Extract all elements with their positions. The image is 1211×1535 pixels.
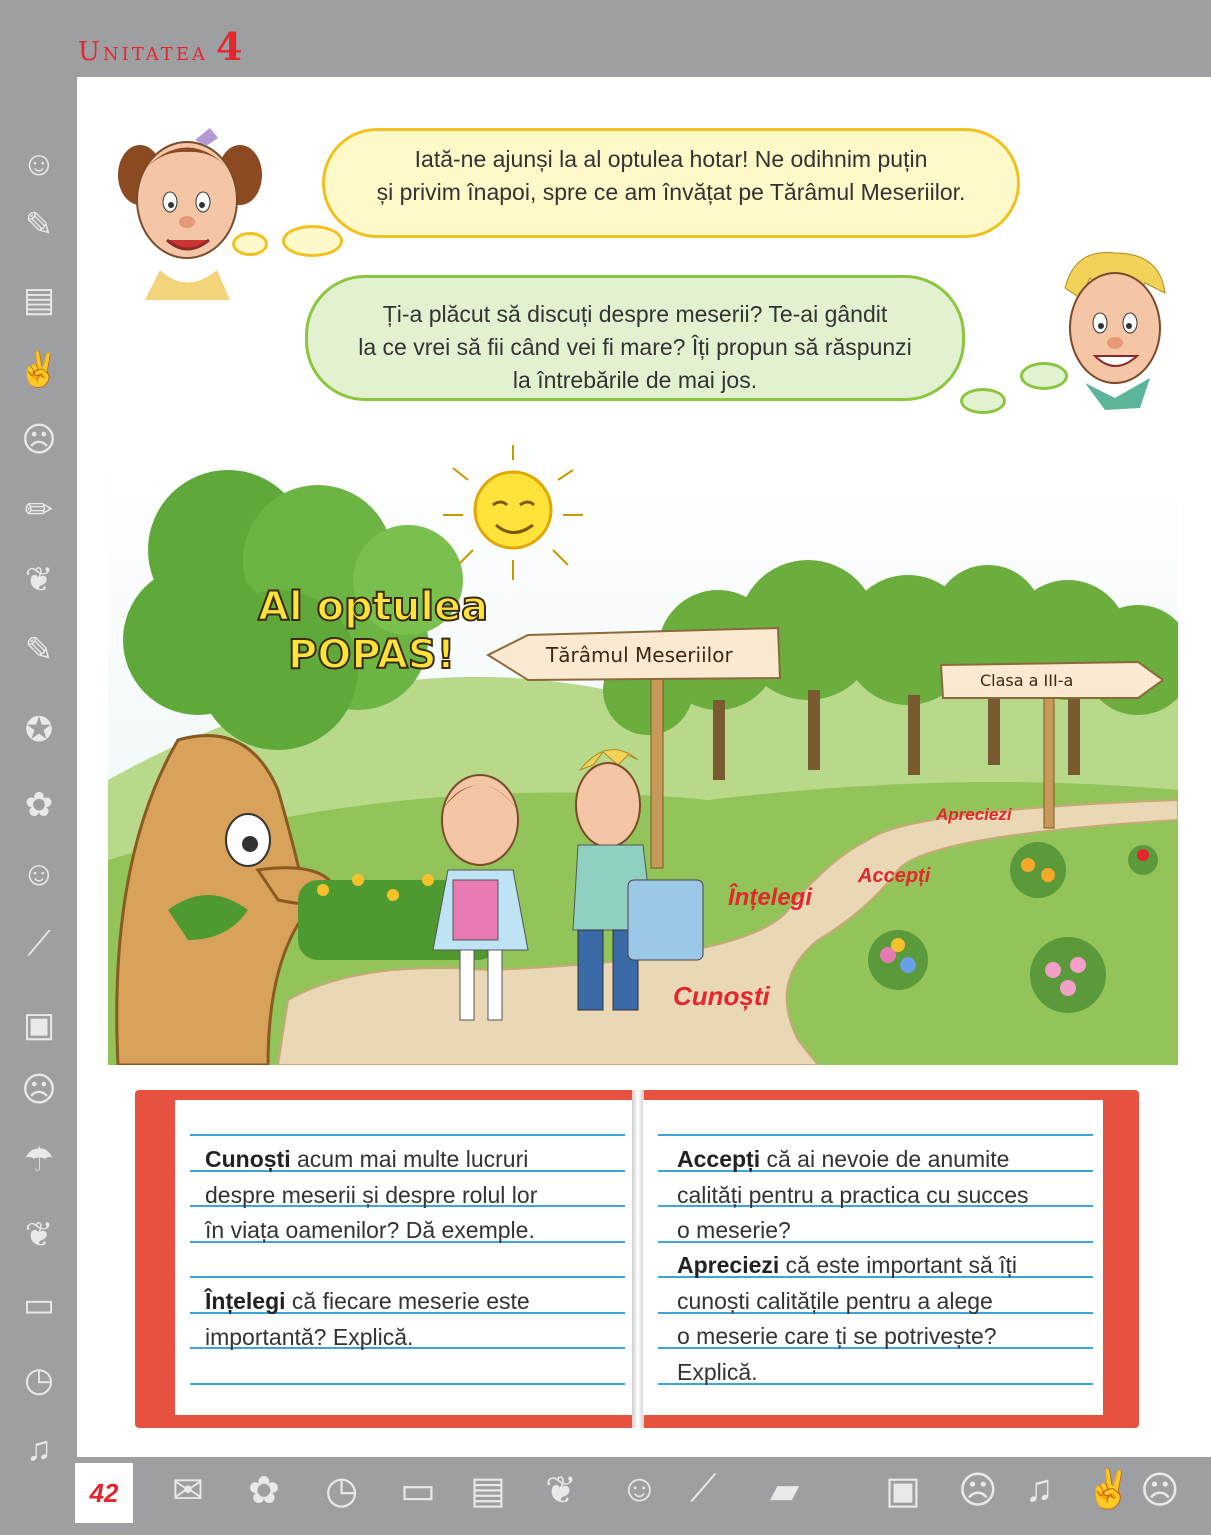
- girl-character: [105, 120, 265, 300]
- sign-right-label: Clasa a III-a: [980, 671, 1074, 690]
- book-right-page: [643, 1100, 1103, 1415]
- speech-line: Iată-ne ajunși la al optulea hotar! Ne odihnim puțin: [414, 146, 928, 172]
- thought-puff: [960, 388, 1006, 414]
- popas-illustration: [108, 440, 1178, 1065]
- apple-icon-2: ❦: [24, 1216, 54, 1254]
- thought-puff: [282, 225, 343, 257]
- victory-hand-icon: ✌: [17, 351, 61, 389]
- music-note-icon-bottom: ♫: [1025, 1468, 1054, 1510]
- question-accepti: [677, 1142, 1029, 1249]
- question-line: că ai nevoie de anumite: [760, 1146, 1010, 1172]
- palette-icon: ✿: [24, 786, 54, 824]
- soap-icon-bottom: ▭: [400, 1470, 436, 1512]
- question-line: despre meserii și despre rolul lor: [205, 1181, 538, 1208]
- pencil-icon: ✏: [24, 491, 54, 529]
- boy-speech-bubble: [305, 275, 965, 401]
- smile-icon-bottom: ☺: [620, 1468, 659, 1510]
- unit-number: 4: [215, 24, 243, 69]
- palette-icon-bottom: ✿: [248, 1470, 280, 1512]
- ribbon-medal-icon: ✪: [24, 711, 54, 749]
- question-line: că fiecare meserie este: [285, 1288, 530, 1314]
- brush-icon-2: ✎: [24, 631, 54, 669]
- keyword: Accepți: [677, 1146, 761, 1172]
- path-word-intelegi: Înțelegi: [728, 884, 813, 911]
- calendar-icon: ▣: [22, 1006, 56, 1044]
- clock-icon-bottom: ◷: [325, 1470, 359, 1512]
- notebook-icon: ▤: [22, 281, 56, 319]
- envelope-icon: ✉: [172, 1470, 204, 1512]
- question-intelegi: [205, 1284, 530, 1355]
- toothbrush-icon: ⟋: [27, 925, 51, 963]
- sign-left-label: Tărâmul Meseriilor: [546, 643, 733, 667]
- sad-face-icon-bottom: ☹: [958, 1470, 998, 1512]
- scene-title-line2: POPAS!: [288, 632, 455, 678]
- question-line: în viața oamenilor? Dă exemple.: [205, 1217, 535, 1243]
- path-word-apreciezi: Apreciezi: [936, 805, 1012, 824]
- speech-line: și privim înapoi, spre ce am învățat pe Tărâmul Meseriilor.: [376, 179, 966, 205]
- brush-icon: ✎: [24, 206, 54, 244]
- speech-line: la întrebările de mai jos.: [512, 367, 758, 393]
- speech-line: la ce vrei să fii când vei fi mare? Îți propun să răspunzi: [358, 334, 912, 360]
- book-icon-bottom: ▰: [770, 1470, 800, 1512]
- clock-icon: ◷: [24, 1361, 54, 1399]
- unit-heading: [78, 24, 242, 69]
- apple-icon: ❦: [24, 561, 54, 599]
- open-book: [135, 1090, 1139, 1428]
- boy-character: [1045, 248, 1175, 413]
- toothbrush-icon-bottom: ⟋: [690, 1468, 717, 1510]
- shower-icon: ☂: [23, 1141, 55, 1179]
- question-line: o meserie care ți se potrivește?: [677, 1323, 997, 1349]
- victory-hand-icon-bottom: ✌: [1085, 1469, 1133, 1511]
- path-word-cunosti: Cunoști: [673, 981, 770, 1011]
- notebook-icon-bottom: ▤: [470, 1470, 506, 1512]
- keyword: Apreciezi: [677, 1252, 780, 1278]
- book-left-page: [175, 1100, 635, 1415]
- question-line: acum mai multe lucruri: [290, 1146, 529, 1172]
- calendar-icon-bottom: ▣: [885, 1470, 921, 1512]
- unit-word: Unitatea: [78, 37, 208, 67]
- question-line: importantă? Explică.: [205, 1323, 414, 1350]
- apple-icon-bottom: ❦: [545, 1470, 577, 1512]
- scene-title-line1: Al optulea: [258, 584, 489, 630]
- sad-face-icon-bottom-2: ☹: [1140, 1470, 1180, 1512]
- question-line: Explică.: [677, 1358, 758, 1385]
- speech-line: Ți-a plăcut să discuți despre meserii? Te-ai gândit: [382, 301, 888, 327]
- sad-face-icon-2: ☹: [21, 1071, 57, 1109]
- question-apreciezi: [677, 1248, 1017, 1390]
- smile-icon: ☺: [21, 145, 57, 183]
- keyword: Înțelegi: [205, 1288, 286, 1314]
- smile-icon-2: ☺: [21, 855, 57, 893]
- question-line: cunoști calitățile pentru a alege: [677, 1287, 993, 1314]
- question-line: calități pentru a practica cu succes: [677, 1181, 1029, 1208]
- page-number: 42: [75, 1463, 133, 1523]
- question-line: că este important să îți: [779, 1252, 1018, 1278]
- soap-icon: ▭: [22, 1286, 56, 1324]
- question-line: o meserie?: [677, 1217, 791, 1243]
- sad-face-icon: ☹: [21, 421, 57, 459]
- girl-speech-bubble: [322, 128, 1020, 238]
- thought-puff: [1020, 362, 1068, 390]
- path-word-accepti: Accepți: [858, 865, 931, 887]
- thought-puff: [232, 232, 268, 256]
- question-cunosti: [205, 1142, 537, 1249]
- music-note-icon: ♫: [26, 1430, 52, 1468]
- keyword: Cunoști: [205, 1146, 291, 1172]
